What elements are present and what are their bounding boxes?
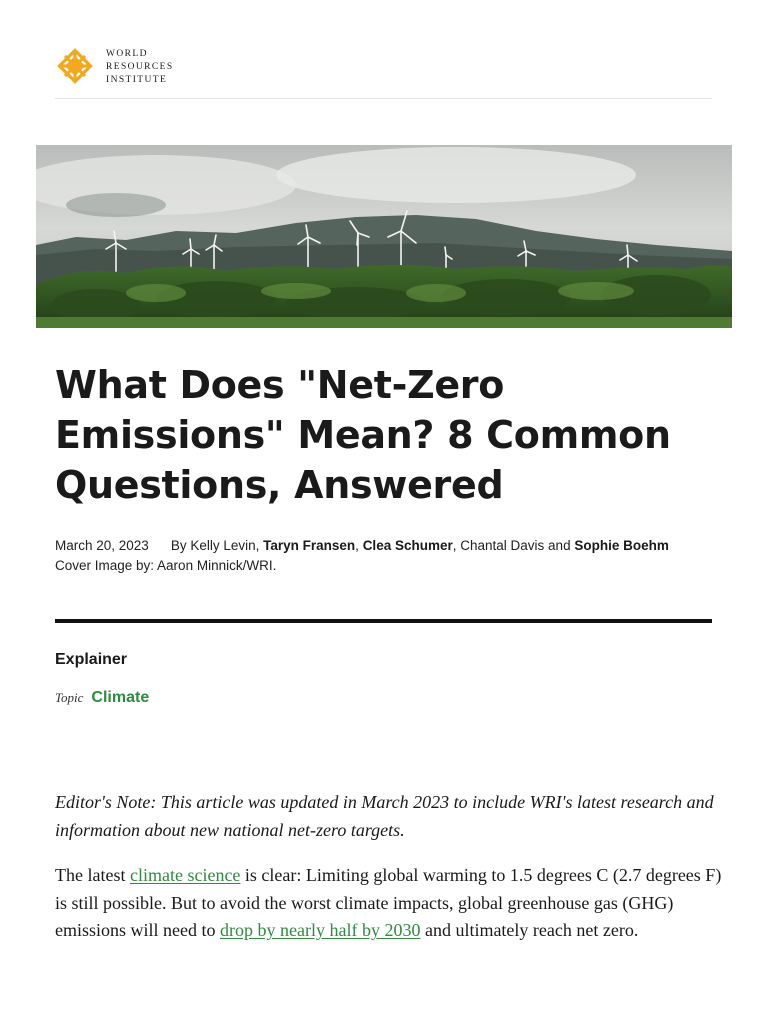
author-sep-3: , <box>452 538 461 553</box>
article-body <box>55 789 723 945</box>
topic-label: Topic <box>55 690 84 705</box>
author-link-taryn-fransen[interactable]: Taryn Fransen <box>263 538 356 553</box>
section-divider <box>55 619 712 623</box>
byline-prefix: By <box>170 538 191 553</box>
logo-line-world: WORLD <box>106 49 148 59</box>
paragraph-text-1: The latest <box>55 865 130 885</box>
intro-paragraph <box>55 862 723 945</box>
publish-date: March 20, 2023 <box>55 538 149 553</box>
editors-note: Editor's Note: This article was updated in March 2023 to include WRI's latest research and information about new national net-zero targets. <box>55 792 714 840</box>
author-4: Chantal Davis <box>460 538 545 553</box>
topic-link-climate[interactable]: Climate <box>91 689 150 706</box>
wri-logo-link[interactable] <box>55 46 174 87</box>
cover-image-credit: Cover Image by: Aaron Minnick/WRI. <box>55 558 277 573</box>
article-type-label: Explainer <box>55 651 128 668</box>
topic-row <box>55 689 149 707</box>
author-1: Kelly Levin <box>190 538 256 553</box>
climate-science-link[interactable]: climate science <box>129 865 241 885</box>
logo-line-resources: RESOURCES <box>106 62 174 72</box>
article-title: What Does "Net-Zero Emissions" Mean? 8 Common Questions, Answered <box>55 363 671 507</box>
date-byline-row <box>55 536 755 556</box>
hero-wind-turbines-image <box>36 145 732 328</box>
author-sep-2: , <box>355 538 363 553</box>
author-sep-1: , <box>255 538 264 553</box>
drop-by-half-2030-link[interactable]: drop by nearly half by 2030 <box>220 920 421 940</box>
logo-line-institute: INSTITUTE <box>106 75 168 85</box>
site-header <box>55 46 712 99</box>
paragraph-text-3: and ultimately reach net zero. <box>420 920 639 940</box>
author-sep-4: and <box>544 538 575 553</box>
article-meta <box>55 536 755 576</box>
author-link-clea-schumer[interactable]: Clea Schumer <box>362 538 453 553</box>
wri-knot-logo-icon <box>55 46 95 86</box>
paragraph-text-2: is clear: Limiting global warming to 1.5 degrees C (2.7 degrees F) is still possible. But to avoid the worst climate impacts, global greenhouse gas (GHG) emissions will need to <box>55 865 722 940</box>
author-link-sophie-boehm[interactable]: Sophie Boehm <box>574 538 669 553</box>
wri-wordmark <box>106 48 174 87</box>
